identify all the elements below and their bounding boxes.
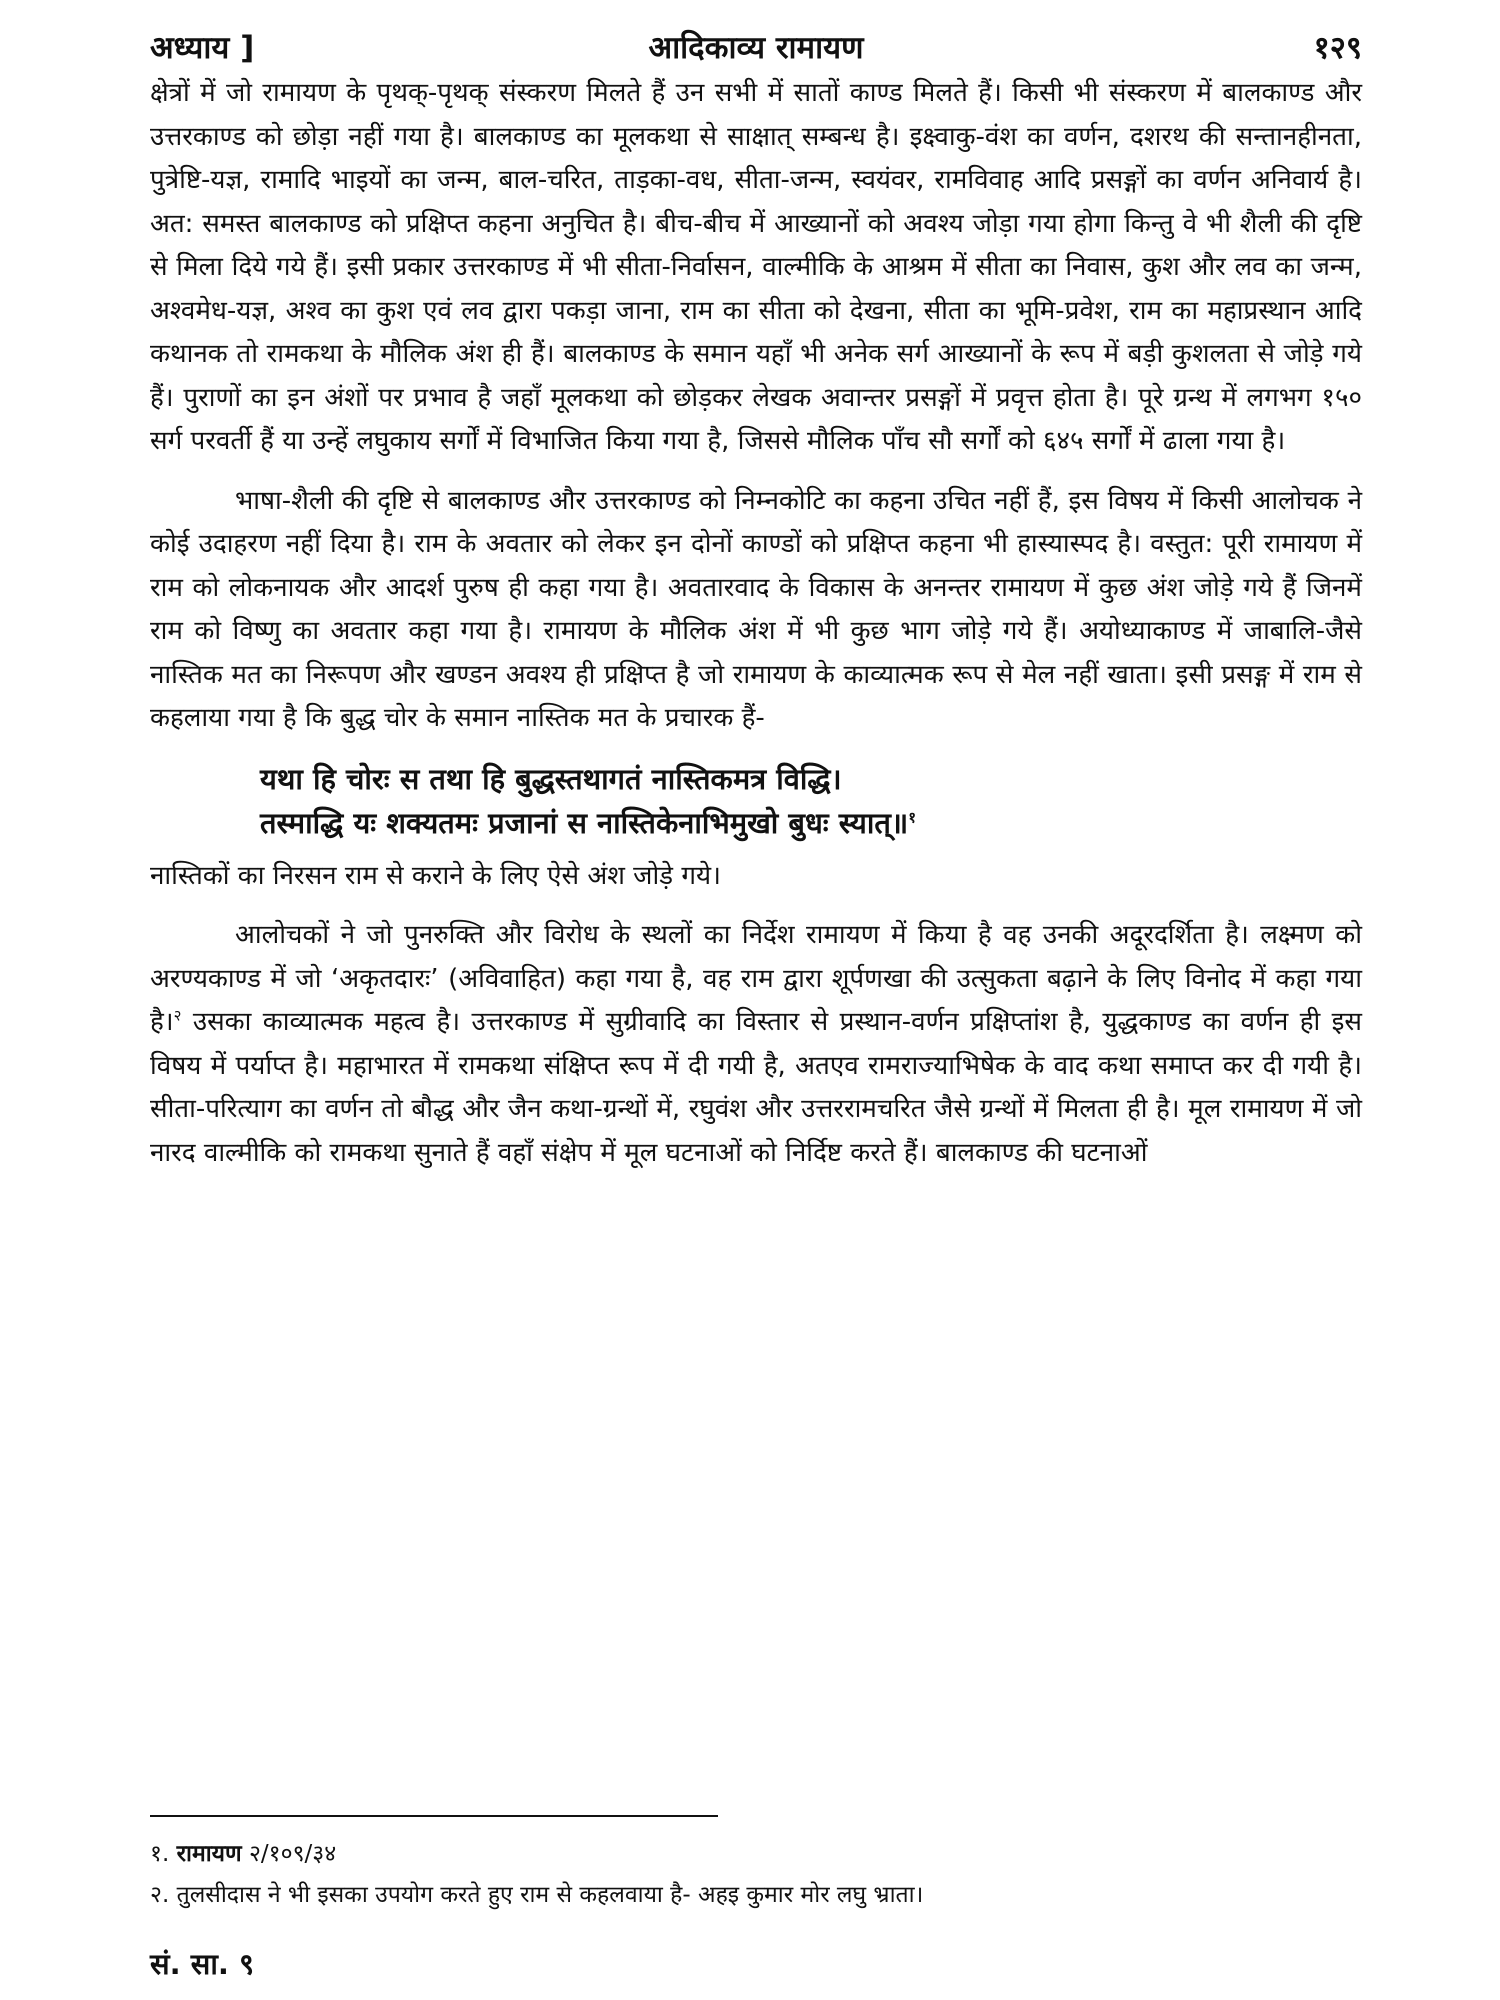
verse-line-2-text: तस्माद्धि यः शक्यतमः प्रजानां स नास्तिकेनाभिमुखो बुधः स्यात्॥ [260,805,909,840]
verse-line-1: यथा हि चोरः स तथा हि बुद्धस्तथागतं नास्तिकमत्र विद्धि। [260,761,842,796]
footnote-divider [150,1815,718,1817]
document-page [150,22,1362,1982]
main-text [150,72,1362,1175]
after-verse-line: नास्तिकों का निरसन राम से कराने के लिए ऐसे अंश जोड़े गये। [150,860,721,891]
paragraph-3 [150,914,1362,1175]
paragraph-3-part-2: उसका काव्यात्मक महत्व है। उत्तरकाण्ड में सुग्रीवादि का विस्तार से प्रस्थान-वर्णन प्रक्षिप्तांश है, युद्धकाण्ड का वर्णन ही इस विषय में पर्याप्त है। महाभारत में रामकथा संक्षिप्त रूप में दी गयी है, अतएव रामराज्याभिषेक के वाद कथा समाप्त कर दी गयी है। सीता-परित्याग का वर्णन तो बौद्ध और जैन कथा-ग्रन्थों में, रघुवंश और उत्तररामचरित जैसे ग्रन्थों में मिलता ही है। मूल रामायण में जो नारद वाल्मीकि को रामकथा सुनाते हैं वहाँ संक्षेप में मूल घटनाओं को निर्दिष्ट करते हैं। बालकाण्ड की घटनाओं [150,1007,1362,1168]
footnote-1-reference: २/१०९/३४ [248,1841,337,1867]
sanskrit-verse [150,757,1362,845]
footnote-1-source: रामायण [176,1841,242,1867]
signature-mark: सं. सा. ९ [150,1947,255,1981]
footnote-marker-1: १ [908,807,917,826]
footnote-marker-2: २ [173,1006,182,1025]
paragraph-3-part-1: आलोचकों ने जो पुनरुक्ति और विरोध के स्थलों का निर्देश रामायण में किया है वह उनकी अदूरदर्शिता है। लक्ष्मण को अरण्यकाण्ड में जो ‘अकृतदारः’ (अविवाहित) कहा गया है, वह राम द्वारा शूर्पणखा की उत्सुकता बढ़ाने के लिए विनोद में कहा गया है। [150,920,1362,1037]
footnote-2: २. तुलसीदास ने भी इसका उपयोग करते हुए राम से कहलवाया है- अहइ कुमार मोर लघु भ्राता। [150,1882,924,1908]
page-number: १२९ [1313,30,1362,66]
verse-line-2 [260,801,1362,845]
running-header [150,22,1362,72]
header-title: आदिकाव्य रामायण [648,30,864,66]
paragraph-2: भाषा-शैली की दृष्टि से बालकाण्ड और उत्तरकाण्ड को निम्नकोटि का कहना उचित नहीं हैं, इस विषय में किसी आलोचक ने कोई उदाहरण नहीं दिया है। राम के अवतार को लेकर इन दोनों काण्डों को प्रक्षिप्त कहना भी हास्यास्पद है। वस्तुत: पूरी रामायण में राम को लोकनायक और आदर्श पुरुष ही कहा गया है। अवतारवाद के विकास के अनन्तर रामायण में कुछ अंश जोड़े गये हैं जिनमें राम को विष्णु का अवतार कहा गया है। रामायण के मौलिक अंश में भी कुछ भाग जोड़े गये हैं। अयोध्याकाण्ड में जाबालि-जैसे नास्तिक मत का निरूपण और खण्डन अवश्य ही प्रक्षिप्त है जो रामायण के काव्यात्मक रूप से मेल नहीं खाता। इसी प्रसङ्ग में राम से कहलाया गया है कि बुद्ध चोर के समान नास्तिक मत के प्रचारक हैं- [150,485,1362,733]
paragraph-1: क्षेत्रों में जो रामायण के पृथक्-पृथक् संस्करण मिलते हैं उन सभी में सातों काण्ड मिलते हैं। किसी भी संस्करण में बालकाण्ड और उत्तरकाण्ड को छोड़ा नहीं गया है। बालकाण्ड का मूलकथा से साक्षात् सम्बन्ध है। इक्ष्वाकु-वंश का वर्णन, दशरथ की सन्तानहीनता, पुत्रेष्टि-यज्ञ, रामादि भाइयों का जन्म, बाल-चरित, ताड़का-वध, सीता-जन्म, स्वयंवर, रामविवाह आदि प्रसङ्गों का वर्णन अनिवार्य है। अत: समस्त बालकाण्ड को प्रक्षिप्त कहना अनुचित है। बीच-बीच में आख्यानों को अवश्य जोड़ा गया होगा किन्तु वे भी शैली की दृष्टि से मिला दिये गये हैं। इसी प्रकार उत्तरकाण्ड में भी सीता-निर्वासन, वाल्मीकि के आश्रम में सीता का निवास, कुश और लव का जन्म, अश्वमेध-यज्ञ, अश्व का कुश एवं लव द्वारा पकड़ा जाना, राम का सीता को देखना, सीता का भूमि-प्रवेश, राम का महाप्रस्थान आदि कथानक तो रामकथा के मौलिक अंश ही हैं। बालकाण्ड के समान यहाँ भी अनेक सर्ग आख्यानों के रूप में बड़ी कुशलता से जोड़े गये हैं। पुराणों का इन अंशों पर प्रभाव है जहाँ मूलकथा को छोड़कर लेखक अवान्तर प्रसङ्गों में प्रवृत्त होता है। पूरे ग्रन्थ में लगभग १५० सर्ग परवर्ती हैं या उन्हें लघुकाय सर्गों में विभाजित किया गया है, जिससे मौलिक पाँच सौ सर्गों को ६४५ सर्गों में ढाला गया है। [150,78,1362,456]
footnote-1 [150,1834,1362,1875]
footnote-1-number: १. [150,1841,170,1867]
header-chapter: अध्याय ] [150,30,255,66]
footnotes [150,1834,1362,1916]
